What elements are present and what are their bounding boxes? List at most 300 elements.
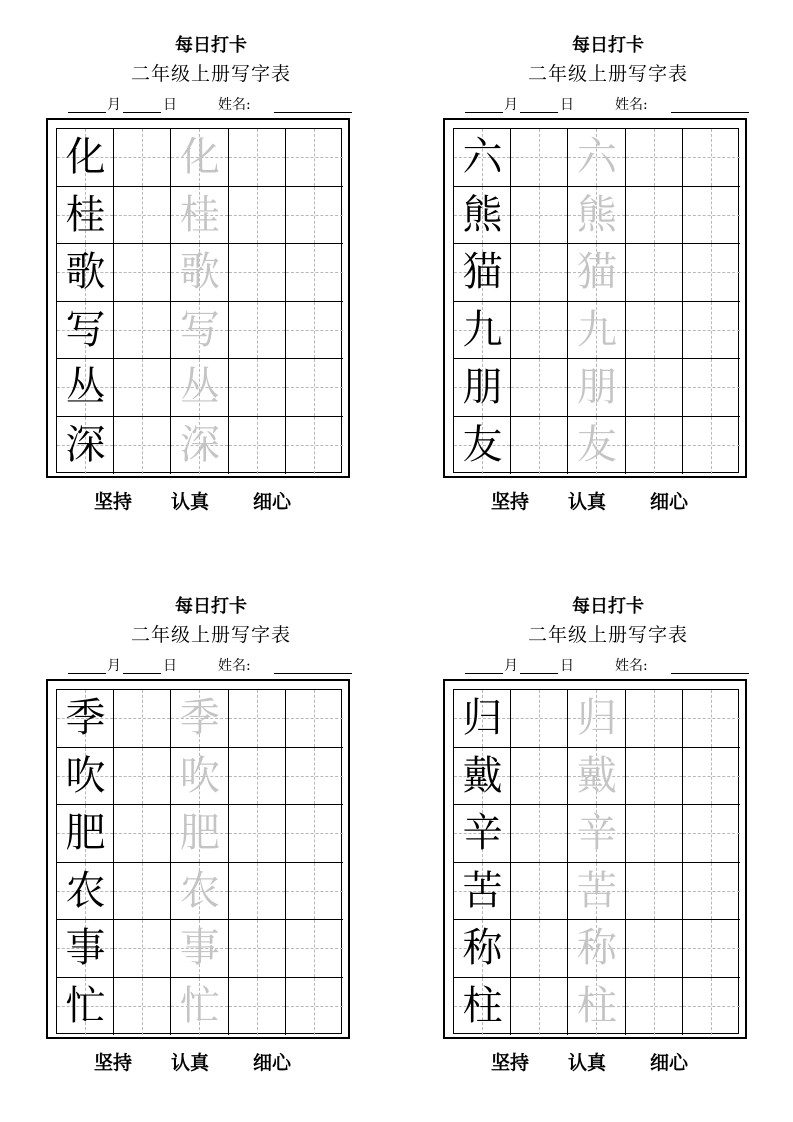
writing-grid: [453, 128, 739, 473]
guide-line-horizontal: [229, 948, 285, 949]
model-character: 九: [462, 306, 503, 353]
model-character: 化: [65, 134, 106, 180]
practice-cell[interactable]: [511, 863, 568, 921]
guide-line-horizontal: [626, 272, 682, 273]
writing-grid: [453, 689, 739, 1034]
guide-line-horizontal: [511, 891, 567, 892]
card-title: 每日打卡: [175, 35, 247, 56]
model-character: 桂: [65, 191, 106, 238]
practice-cell[interactable]: [511, 244, 568, 302]
guide-line-horizontal: [626, 387, 682, 388]
trace-character-cell: [568, 187, 625, 245]
model-character-cell: [57, 129, 114, 187]
model-character: 六: [462, 134, 503, 180]
name-label: 姓名:: [218, 97, 251, 113]
guide-line-horizontal: [114, 1006, 170, 1007]
writing-grid: [56, 128, 342, 473]
practice-cell[interactable]: [114, 920, 171, 978]
guide-line-horizontal: [286, 891, 343, 892]
motto-word: 认真: [171, 1052, 210, 1074]
trace-character-cell: [171, 748, 228, 806]
model-character-cell: [57, 244, 114, 302]
day-blank[interactable]: [520, 673, 558, 674]
practice-cell[interactable]: [626, 417, 683, 475]
model-character: 辛: [462, 810, 503, 856]
guide-line-horizontal: [511, 330, 567, 331]
model-character: 戴: [462, 752, 503, 799]
model-character-cell: [454, 302, 511, 360]
trace-character-cell: [171, 920, 228, 978]
motto-word: 坚持: [491, 491, 530, 513]
writing-sheet: [443, 679, 747, 1039]
guide-line-horizontal: [114, 272, 170, 273]
model-character-cell: [454, 690, 511, 748]
writing-sheet: [46, 118, 350, 478]
guide-line-horizontal: [229, 1006, 285, 1007]
practice-cell[interactable]: [286, 690, 343, 748]
guide-line-horizontal: [683, 891, 740, 892]
motto-line: [443, 489, 747, 515]
trace-character-cell: [568, 244, 625, 302]
practice-cell[interactable]: [626, 805, 683, 863]
guide-line-horizontal: [626, 1006, 682, 1007]
practice-cell[interactable]: [114, 359, 171, 417]
guide-line-horizontal: [683, 272, 740, 273]
model-character: 苦: [462, 867, 503, 914]
model-character: 歌: [65, 249, 106, 295]
motto-word: 细心: [650, 491, 689, 513]
guide-line-horizontal: [114, 330, 170, 331]
practice-cell[interactable]: [683, 805, 740, 863]
practice-cell[interactable]: [683, 244, 740, 302]
guide-line-horizontal: [229, 445, 285, 446]
date-name-line: [443, 653, 773, 679]
day-label: 日: [560, 97, 574, 113]
guide-line-horizontal: [286, 330, 343, 331]
trace-character: 辛: [576, 810, 617, 856]
practice-cell[interactable]: [683, 920, 740, 978]
trace-character: 肥: [179, 810, 220, 856]
practice-cell[interactable]: [511, 920, 568, 978]
practice-cell[interactable]: [511, 805, 568, 863]
guide-line-horizontal: [683, 387, 740, 388]
name-blank[interactable]: [671, 673, 749, 674]
model-character: 季: [65, 695, 106, 741]
trace-character: 吹: [179, 752, 220, 799]
trace-character: 柱: [576, 982, 617, 1029]
month-blank[interactable]: [465, 673, 503, 674]
trace-character-cell: [568, 920, 625, 978]
name-blank[interactable]: [274, 112, 352, 113]
practice-cell[interactable]: [683, 187, 740, 245]
motto-line: [46, 489, 350, 515]
trace-character-cell: [171, 129, 228, 187]
model-character: 忙: [65, 982, 106, 1029]
trace-character: 桂: [179, 191, 220, 238]
practice-cell[interactable]: [286, 805, 343, 863]
practice-cell[interactable]: [114, 748, 171, 806]
day-blank[interactable]: [123, 112, 161, 113]
practice-cell[interactable]: [626, 748, 683, 806]
guide-line-horizontal: [683, 1006, 740, 1007]
trace-character-cell: [171, 187, 228, 245]
guide-line-horizontal: [683, 718, 740, 719]
card-subtitle: 二年级上册写字表: [527, 624, 688, 646]
guide-line-horizontal: [229, 272, 285, 273]
practice-cell[interactable]: [511, 129, 568, 187]
trace-character: 朋: [576, 364, 617, 410]
practice-cell[interactable]: [683, 359, 740, 417]
day-blank[interactable]: [123, 673, 161, 674]
card-title: 每日打卡: [572, 35, 644, 56]
date-name-line: [46, 653, 376, 679]
trace-character-cell: [171, 805, 228, 863]
guide-line-horizontal: [286, 445, 343, 446]
practice-cell[interactable]: [626, 978, 683, 1036]
date-name-line: [46, 92, 376, 118]
writing-sheet: [46, 679, 350, 1039]
model-character-cell: [454, 748, 511, 806]
guide-line-horizontal: [286, 272, 343, 273]
trace-character-cell: [568, 359, 625, 417]
guide-line-horizontal: [286, 1006, 343, 1007]
guide-line-horizontal: [626, 776, 682, 777]
guide-line-horizontal: [229, 330, 285, 331]
motto-word: 细心: [253, 1052, 292, 1074]
day-blank[interactable]: [520, 112, 558, 113]
guide-line-horizontal: [626, 215, 682, 216]
guide-line-horizontal: [114, 833, 170, 834]
practice-cell[interactable]: [114, 244, 171, 302]
trace-character-cell: [568, 978, 625, 1036]
trace-character-cell: [171, 863, 228, 921]
motto-line: [46, 1050, 350, 1076]
practice-cell[interactable]: [229, 920, 286, 978]
guide-line-horizontal: [683, 157, 740, 158]
model-character: 熊: [462, 191, 503, 238]
writing-grid: [56, 689, 342, 1034]
model-character: 归: [462, 695, 503, 741]
guide-line-horizontal: [114, 387, 170, 388]
model-character: 友: [462, 421, 503, 468]
practice-cell[interactable]: [511, 302, 568, 360]
practice-cell[interactable]: [114, 417, 171, 475]
practice-cell[interactable]: [286, 863, 343, 921]
trace-character-cell: [568, 690, 625, 748]
guide-line-horizontal: [511, 718, 567, 719]
practice-cell[interactable]: [683, 417, 740, 475]
guide-line-horizontal: [286, 833, 343, 834]
trace-character-cell: [568, 748, 625, 806]
guide-line-horizontal: [511, 445, 567, 446]
practice-cell[interactable]: [114, 129, 171, 187]
trace-character: 深: [179, 421, 220, 468]
model-character: 猫: [462, 249, 503, 295]
guide-line-horizontal: [286, 157, 343, 158]
guide-line-horizontal: [511, 272, 567, 273]
guide-line-horizontal: [683, 215, 740, 216]
guide-line-horizontal: [286, 387, 343, 388]
practice-cell[interactable]: [286, 129, 343, 187]
guide-line-horizontal: [286, 776, 343, 777]
model-character-cell: [57, 920, 114, 978]
month-label: 月: [107, 658, 121, 674]
guide-line-horizontal: [286, 718, 343, 719]
guide-line-horizontal: [511, 387, 567, 388]
trace-character: 忙: [179, 982, 220, 1029]
practice-cell[interactable]: [511, 359, 568, 417]
motto-word: 认真: [568, 1052, 607, 1074]
trace-character: 农: [179, 867, 220, 914]
practice-cell[interactable]: [626, 920, 683, 978]
practice-cell[interactable]: [511, 690, 568, 748]
practice-cell[interactable]: [229, 302, 286, 360]
card-title: 每日打卡: [572, 596, 644, 617]
guide-line-horizontal: [626, 445, 682, 446]
practice-cell[interactable]: [286, 187, 343, 245]
trace-character: 九: [576, 306, 617, 353]
practice-cell[interactable]: [626, 129, 683, 187]
trace-character: 歌: [179, 249, 220, 295]
practice-cell[interactable]: [229, 863, 286, 921]
name-label: 姓名:: [615, 97, 648, 113]
trace-character-cell: [568, 417, 625, 475]
model-character: 称: [462, 925, 503, 971]
trace-character: 丛: [179, 364, 220, 410]
practice-cell[interactable]: [626, 244, 683, 302]
month-blank[interactable]: [68, 112, 106, 113]
model-character-cell: [57, 417, 114, 475]
practice-cell[interactable]: [626, 359, 683, 417]
guide-line-horizontal: [229, 718, 285, 719]
model-character: 柱: [462, 982, 503, 1029]
model-character-cell: [454, 805, 511, 863]
trace-character-cell: [568, 805, 625, 863]
trace-character: 六: [576, 134, 617, 180]
model-character-cell: [57, 302, 114, 360]
model-character-cell: [57, 805, 114, 863]
practice-cell[interactable]: [286, 978, 343, 1036]
practice-cell[interactable]: [286, 359, 343, 417]
practice-cell[interactable]: [511, 748, 568, 806]
practice-cell[interactable]: [683, 748, 740, 806]
model-character-cell: [57, 748, 114, 806]
practice-cell[interactable]: [229, 129, 286, 187]
day-label: 日: [163, 97, 177, 113]
practice-cell[interactable]: [683, 302, 740, 360]
day-label: 日: [163, 658, 177, 674]
model-character-cell: [57, 187, 114, 245]
model-character-cell: [57, 978, 114, 1036]
month-label: 月: [107, 97, 121, 113]
guide-line-horizontal: [114, 891, 170, 892]
month-blank[interactable]: [465, 112, 503, 113]
guide-line-horizontal: [286, 215, 343, 216]
model-character: 吹: [65, 752, 106, 799]
guide-line-horizontal: [511, 776, 567, 777]
date-name-line: [443, 92, 773, 118]
model-character-cell: [454, 920, 511, 978]
name-blank[interactable]: [274, 673, 352, 674]
model-character: 深: [65, 421, 106, 468]
practice-cell[interactable]: [114, 187, 171, 245]
guide-line-horizontal: [511, 215, 567, 216]
practice-cell[interactable]: [229, 244, 286, 302]
guide-line-horizontal: [511, 157, 567, 158]
practice-cell[interactable]: [626, 690, 683, 748]
guide-line-horizontal: [626, 948, 682, 949]
practice-cell[interactable]: [286, 920, 343, 978]
guide-line-horizontal: [114, 718, 170, 719]
card-subtitle: 二年级上册写字表: [130, 624, 291, 646]
model-character: 农: [65, 867, 106, 914]
trace-character: 熊: [576, 191, 617, 238]
card-title: 每日打卡: [175, 596, 247, 617]
model-character-cell: [454, 978, 511, 1036]
card-subtitle: 二年级上册写字表: [527, 63, 688, 85]
model-character-cell: [454, 863, 511, 921]
motto-word: 细心: [650, 1052, 689, 1074]
guide-line-horizontal: [683, 776, 740, 777]
guide-line-horizontal: [683, 445, 740, 446]
trace-character: 猫: [576, 249, 617, 295]
name-blank[interactable]: [671, 112, 749, 113]
trace-character: 归: [576, 695, 617, 741]
practice-cell[interactable]: [683, 863, 740, 921]
trace-character: 季: [179, 695, 220, 741]
practice-cell[interactable]: [626, 302, 683, 360]
motto-word: 坚持: [491, 1052, 530, 1074]
guide-line-horizontal: [511, 948, 567, 949]
trace-character-cell: [568, 129, 625, 187]
practice-cell[interactable]: [286, 244, 343, 302]
guide-line-horizontal: [114, 948, 170, 949]
name-label: 姓名:: [218, 658, 251, 674]
model-character-cell: [454, 244, 511, 302]
guide-line-horizontal: [114, 157, 170, 158]
model-character: 肥: [65, 810, 106, 856]
guide-line-horizontal: [683, 948, 740, 949]
practice-cell[interactable]: [286, 302, 343, 360]
month-label: 月: [504, 658, 518, 674]
practice-cell[interactable]: [511, 187, 568, 245]
trace-character-cell: [568, 863, 625, 921]
trace-character: 写: [179, 306, 220, 353]
trace-character: 事: [179, 925, 220, 971]
practice-cell[interactable]: [229, 359, 286, 417]
practice-cell[interactable]: [683, 129, 740, 187]
guide-line-horizontal: [229, 776, 285, 777]
trace-character: 苦: [576, 867, 617, 914]
practice-cell[interactable]: [511, 417, 568, 475]
trace-character: 戴: [576, 752, 617, 799]
guide-line-horizontal: [229, 215, 285, 216]
practice-cell[interactable]: [229, 805, 286, 863]
name-label: 姓名:: [615, 658, 648, 674]
model-character: 事: [65, 925, 106, 971]
model-character-cell: [57, 359, 114, 417]
practice-cell[interactable]: [626, 863, 683, 921]
trace-character-cell: [171, 978, 228, 1036]
guide-line-horizontal: [626, 157, 682, 158]
guide-line-horizontal: [229, 387, 285, 388]
model-character: 写: [65, 306, 106, 353]
month-label: 月: [504, 97, 518, 113]
practice-cell[interactable]: [286, 748, 343, 806]
practice-cell[interactable]: [229, 417, 286, 475]
guide-line-horizontal: [626, 330, 682, 331]
practice-cell[interactable]: [286, 417, 343, 475]
trace-character: 称: [576, 925, 617, 971]
trace-character-cell: [171, 244, 228, 302]
guide-line-horizontal: [626, 718, 682, 719]
practice-cell[interactable]: [114, 978, 171, 1036]
practice-cell[interactable]: [683, 978, 740, 1036]
guide-line-horizontal: [229, 891, 285, 892]
model-character: 丛: [65, 364, 106, 410]
writing-sheet: [443, 118, 747, 478]
practice-cell[interactable]: [626, 187, 683, 245]
practice-cell[interactable]: [229, 748, 286, 806]
trace-character-cell: [171, 359, 228, 417]
guide-line-horizontal: [286, 948, 343, 949]
motto-word: 坚持: [94, 491, 133, 513]
motto-word: 认真: [568, 491, 607, 513]
guide-line-horizontal: [114, 776, 170, 777]
guide-line-horizontal: [683, 833, 740, 834]
model-character: 朋: [462, 364, 503, 410]
trace-character-cell: [171, 302, 228, 360]
motto-word: 认真: [171, 491, 210, 513]
model-character-cell: [454, 417, 511, 475]
guide-line-horizontal: [683, 330, 740, 331]
guide-line-horizontal: [114, 445, 170, 446]
model-character-cell: [454, 187, 511, 245]
practice-cell[interactable]: [114, 302, 171, 360]
model-character-cell: [57, 863, 114, 921]
day-label: 日: [560, 658, 574, 674]
practice-cell[interactable]: [511, 978, 568, 1036]
trace-character-cell: [171, 417, 228, 475]
practice-cell[interactable]: [229, 978, 286, 1036]
practice-cell[interactable]: [229, 690, 286, 748]
motto-word: 坚持: [94, 1052, 133, 1074]
trace-character-cell: [568, 302, 625, 360]
guide-line-horizontal: [114, 215, 170, 216]
guide-line-horizontal: [511, 833, 567, 834]
guide-line-horizontal: [626, 891, 682, 892]
model-character-cell: [454, 129, 511, 187]
trace-character-cell: [171, 690, 228, 748]
practice-cell[interactable]: [229, 187, 286, 245]
motto-line: [443, 1050, 747, 1076]
guide-line-horizontal: [626, 833, 682, 834]
guide-line-horizontal: [511, 1006, 567, 1007]
practice-cell[interactable]: [683, 690, 740, 748]
trace-character: 化: [179, 134, 220, 180]
practice-cell[interactable]: [114, 690, 171, 748]
card-subtitle: 二年级上册写字表: [130, 63, 291, 85]
trace-character: 友: [576, 421, 617, 468]
motto-word: 细心: [253, 491, 292, 513]
practice-cell[interactable]: [114, 805, 171, 863]
guide-line-horizontal: [229, 833, 285, 834]
guide-line-horizontal: [229, 157, 285, 158]
practice-cell[interactable]: [114, 863, 171, 921]
model-character-cell: [454, 359, 511, 417]
model-character-cell: [57, 690, 114, 748]
month-blank[interactable]: [68, 673, 106, 674]
